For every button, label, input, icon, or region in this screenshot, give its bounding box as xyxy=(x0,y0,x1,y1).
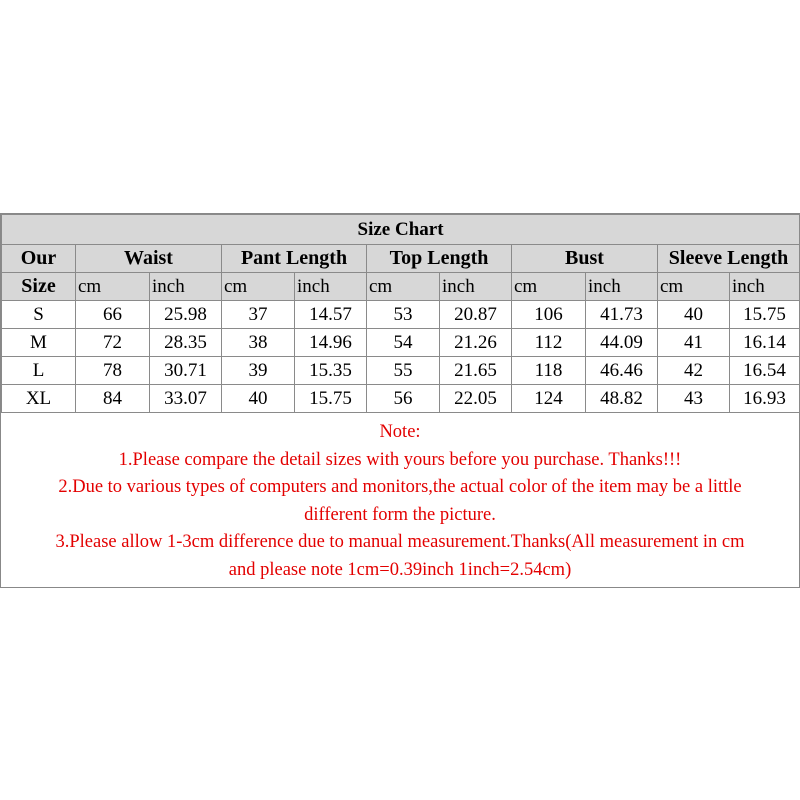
note-line-3b: and please note 1cm=0.39inch 1inch=2.54cm) xyxy=(228,559,572,580)
header-pant-length: Pant Length xyxy=(222,245,367,273)
table-cell: 42 xyxy=(658,357,730,385)
size-label: M xyxy=(2,329,76,357)
unit-cm: cm xyxy=(367,273,440,301)
table-cell: 44.09 xyxy=(586,329,658,357)
unit-inch: inch xyxy=(295,273,367,301)
unit-cm: cm xyxy=(222,273,295,301)
note-line-2a: 2.Due to various types of computers and monitors,the actual color of the item may be a little xyxy=(58,477,742,497)
table-cell: 40 xyxy=(658,301,730,329)
table-cell: 46.46 xyxy=(586,357,658,385)
table-cell: 25.98 xyxy=(150,301,222,329)
table-cell: 72 xyxy=(76,329,150,357)
size-header-bottom: Size xyxy=(2,273,76,301)
table-cell: 66 xyxy=(76,301,150,329)
table-cell: 16.54 xyxy=(730,357,800,385)
table-cell: 15.75 xyxy=(730,301,800,329)
table-cell: 55 xyxy=(367,357,440,385)
table-cell: 41.73 xyxy=(586,301,658,329)
table-cell: 43 xyxy=(658,385,730,413)
unit-row xyxy=(2,273,800,301)
size-chart xyxy=(0,213,800,588)
table-cell: 16.14 xyxy=(730,329,800,357)
unit-inch: inch xyxy=(730,273,800,301)
table-cell: 118 xyxy=(512,357,586,385)
table-cell: 37 xyxy=(222,301,295,329)
table-cell: 33.07 xyxy=(150,385,222,413)
size-table xyxy=(1,214,800,413)
title-row xyxy=(2,215,800,245)
header-bust: Bust xyxy=(512,245,658,273)
size-label: XL xyxy=(2,385,76,413)
table-cell: 124 xyxy=(512,385,586,413)
table-cell: 48.82 xyxy=(586,385,658,413)
table-cell: 30.71 xyxy=(150,357,222,385)
unit-inch: inch xyxy=(440,273,512,301)
table-cell: 15.75 xyxy=(295,385,367,413)
notes-section xyxy=(1,419,799,584)
table-row xyxy=(2,385,800,413)
header-sleeve-length: Sleeve Length xyxy=(658,245,800,273)
table-cell: 28.35 xyxy=(150,329,222,357)
unit-cm: cm xyxy=(76,273,150,301)
header-top-length: Top Length xyxy=(367,245,512,273)
note-line-2b: different form the picture. xyxy=(304,504,496,525)
size-header-top: Our xyxy=(2,245,76,273)
table-cell: 39 xyxy=(222,357,295,385)
unit-cm: cm xyxy=(512,273,586,301)
size-label: S xyxy=(2,301,76,329)
header-waist: Waist xyxy=(76,245,222,273)
table-cell: 112 xyxy=(512,329,586,357)
table-cell: 16.93 xyxy=(730,385,800,413)
table-row xyxy=(2,357,800,385)
table-cell: 20.87 xyxy=(440,301,512,329)
table-row xyxy=(2,329,800,357)
unit-inch: inch xyxy=(150,273,222,301)
table-cell: 40 xyxy=(222,385,295,413)
table-cell: 15.35 xyxy=(295,357,367,385)
table-row xyxy=(2,301,800,329)
size-label: L xyxy=(2,357,76,385)
note-line-3a: 3.Please allow 1-3cm difference due to manual measurement.Thanks(All measurement in cm xyxy=(55,532,745,552)
table-cell: 106 xyxy=(512,301,586,329)
table-cell: 22.05 xyxy=(440,385,512,413)
note-line-1: 1.Please compare the detail sizes with yours before you purchase. Thanks!!! xyxy=(118,449,682,470)
note-heading: Note: xyxy=(379,422,421,442)
table-cell: 41 xyxy=(658,329,730,357)
table-cell: 54 xyxy=(367,329,440,357)
table-cell: 78 xyxy=(76,357,150,385)
table-cell: 53 xyxy=(367,301,440,329)
table-cell: 21.65 xyxy=(440,357,512,385)
table-cell: 14.96 xyxy=(295,329,367,357)
table-cell: 38 xyxy=(222,329,295,357)
table-cell: 14.57 xyxy=(295,301,367,329)
header-row xyxy=(2,245,800,273)
table-cell: 84 xyxy=(76,385,150,413)
unit-inch: inch xyxy=(586,273,658,301)
chart-title: Size Chart xyxy=(2,215,800,245)
table-cell: 21.26 xyxy=(440,329,512,357)
unit-cm: cm xyxy=(658,273,730,301)
table-cell: 56 xyxy=(367,385,440,413)
